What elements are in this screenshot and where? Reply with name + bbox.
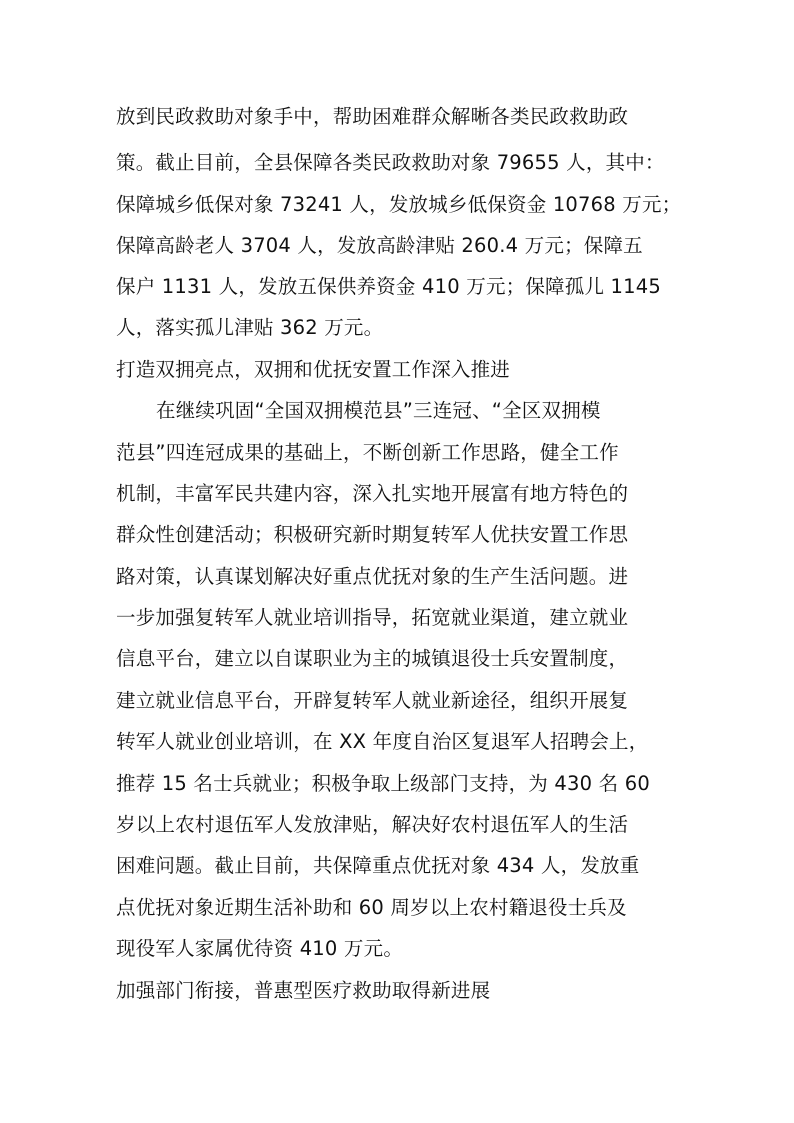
paragraph-line: 保障高龄老人 3704 人，发放高龄津贴 260.4 万元；保障五 (116, 234, 643, 257)
paragraph-line: 转军人就业创业培训，在 XX 年度自治区复退军人招聘会上， (116, 730, 649, 753)
paragraph-line: 信息平台，建立以自谋职业为主的城镇退役士兵安置制度， (116, 647, 629, 670)
paragraph-line: 岁以上农村退伍军人发放津贴，解决好农村退伍军人的生活 (116, 813, 629, 836)
paragraph-line: 策。截止目前，全县保障各类民政救助对象 79655 人，其中： (116, 151, 665, 174)
paragraph-line: 范县”四连冠成果的基础上，不断创新工作思路，健全工作 (116, 441, 619, 464)
paragraph-line: 保障城乡低保对象 73241 人，发放城乡低保资金 10768 万元； (116, 193, 682, 216)
paragraph-line: 放到民政救助对象手中，帮助困难群众解晰各类民政救助政 (116, 105, 629, 128)
paragraph-line: 群众性创建活动；积极研究新时期复转军人优扶安置工作思 (116, 523, 629, 546)
paragraph-line: 人，落实孤儿津贴 362 万元。 (116, 316, 384, 339)
section-heading: 打造双拥亮点，双拥和优抚安置工作深入推进 (116, 358, 511, 381)
paragraph-line: 路对策，认真谋划解决好重点优抚对象的生产生活问题。进 (116, 565, 629, 588)
paragraph-line: 推荐 15 名士兵就业；积极争取上级部门支持，为 430 名 60 (116, 772, 650, 795)
paragraph-line: 保户 1131 人，发放五保供养资金 410 万元；保障孤儿 1145 (116, 275, 661, 298)
paragraph-line: 现役军人家属优待资 410 万元。 (116, 937, 404, 960)
section-heading: 加强部门衔接，普惠型医疗救助取得新进展 (116, 979, 491, 1002)
paragraph-line: 困难问题。截止目前，共保障重点优抚对象 434 人，发放重 (116, 854, 640, 877)
paragraph-line: 机制，丰富军民共建内容，深入扎实地开展富有地方特色的 (116, 482, 629, 505)
paragraph-line: 点优抚对象近期生活补助和 60 周岁以上农村籍退役士兵及 (116, 896, 627, 919)
paragraph-line: 建立就业信息平台，开辟复转军人就业新途径，组织开展复 (116, 689, 629, 712)
paragraph-line: 一步加强复转军人就业培训指导，拓宽就业渠道，建立就业 (116, 606, 629, 629)
paragraph-line: 在继续巩固“全国双拥模范县”三连冠、“全区双拥模 (156, 399, 601, 422)
